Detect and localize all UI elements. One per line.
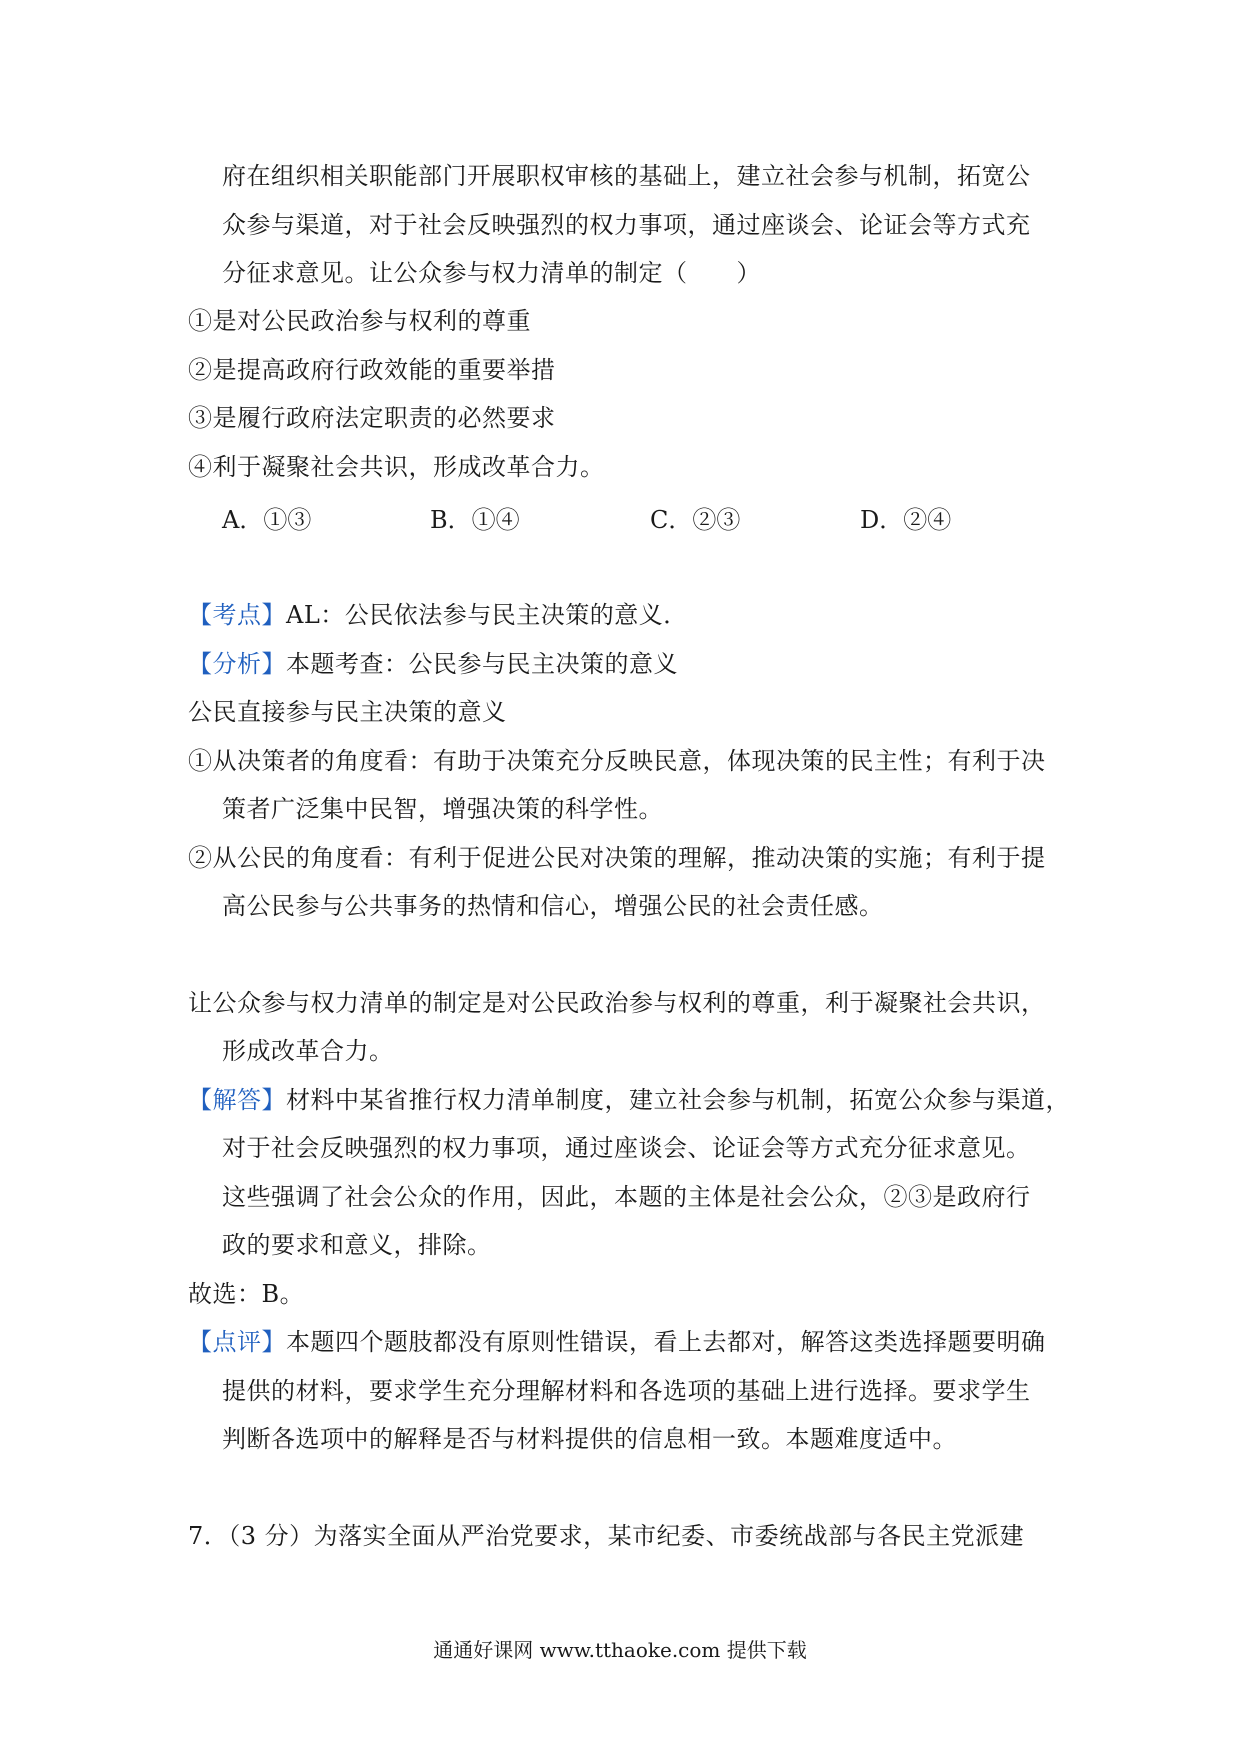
statement-4: ④利于凝聚社会共识，形成改革合力。 bbox=[188, 453, 605, 481]
option-a: A．①③ bbox=[222, 506, 312, 534]
fenxi-subtitle: 公民直接参与民主决策的意义 bbox=[188, 698, 507, 726]
statement-3: ③是履行政府法定职责的必然要求 bbox=[188, 404, 556, 432]
fenxi-para3-line1: 让公众参与权力清单的制定是对公民政治参与权利的尊重，利于凝聚社会共识， bbox=[188, 989, 1046, 1017]
page-footer: 通通好课网 www.tthaoke.com 提供下载 bbox=[433, 1638, 807, 1662]
statement-2: ②是提高政府行政效能的重要举措 bbox=[188, 356, 556, 384]
question-line-1: 府在组织相关职能部门开展职权审核的基础上，建立社会参与机制，拓宽公 bbox=[222, 162, 1031, 190]
question-line-3: 分征求意见。让公众参与权力清单的制定（ ） bbox=[222, 259, 761, 287]
fenxi-section bbox=[188, 649, 678, 679]
option-d: D．②④ bbox=[860, 506, 952, 534]
jieda-line4: 政的要求和意义，排除。 bbox=[222, 1231, 492, 1259]
dianping-tag: 【点评】 bbox=[188, 1328, 286, 1356]
dianping-section bbox=[188, 1327, 1046, 1357]
fenxi-text: 本题考查：公民参与民主决策的意义 bbox=[286, 650, 678, 678]
dianping-line1: 本题四个题肢都没有原则性错误，看上去都对，解答这类选择题要明确 bbox=[286, 1328, 1046, 1356]
fenxi-point2-line2: 高公民参与公共事务的热情和信心，增强公民的社会责任感。 bbox=[222, 892, 884, 920]
kaodian-text: AL：公民依法参与民主决策的意义． bbox=[286, 601, 688, 629]
fenxi-point1-line2: 策者广泛集中民智，增强决策的科学性。 bbox=[222, 795, 663, 823]
jieda-line2: 对于社会反映强烈的权力事项，通过座谈会、论证会等方式充分征求意见。 bbox=[222, 1134, 1031, 1162]
next-question: 7．（3 分）为落实全面从严治党要求，某市纪委、市委统战部与各民主党派建 bbox=[188, 1522, 1025, 1550]
jieda-line1: 材料中某省推行权力清单制度，建立社会参与机制，拓宽公众参与渠道， bbox=[286, 1086, 1070, 1114]
jieda-section bbox=[188, 1085, 1070, 1115]
option-c: C．②③ bbox=[650, 506, 741, 534]
answer: 故选：B。 bbox=[188, 1280, 305, 1308]
fenxi-tag: 【分析】 bbox=[188, 650, 286, 678]
fenxi-para3-line2: 形成改革合力。 bbox=[222, 1037, 394, 1065]
dianping-line3: 判断各选项中的解释是否与材料提供的信息相一致。本题难度适中。 bbox=[222, 1425, 957, 1453]
jieda-tag: 【解答】 bbox=[188, 1086, 286, 1114]
kaodian-tag: 【考点】 bbox=[188, 601, 286, 629]
question-line-2: 众参与渠道，对于社会反映强烈的权力事项，通过座谈会、论证会等方式充 bbox=[222, 211, 1031, 239]
statement-1: ①是对公民政治参与权利的尊重 bbox=[188, 307, 531, 335]
fenxi-point1-line1: ①从决策者的角度看：有助于决策充分反映民意，体现决策的民主性；有利于决 bbox=[188, 747, 1046, 775]
fenxi-point2-line1: ②从公民的角度看：有利于促进公民对决策的理解，推动决策的实施；有利于提 bbox=[188, 844, 1046, 872]
dianping-line2: 提供的材料，要求学生充分理解材料和各选项的基础上进行选择。要求学生 bbox=[222, 1377, 1031, 1405]
kaodian-section bbox=[188, 600, 688, 630]
jieda-line3: 这些强调了社会公众的作用，因此，本题的主体是社会公众，②③是政府行 bbox=[222, 1183, 1031, 1211]
option-b: B．①④ bbox=[430, 506, 520, 534]
